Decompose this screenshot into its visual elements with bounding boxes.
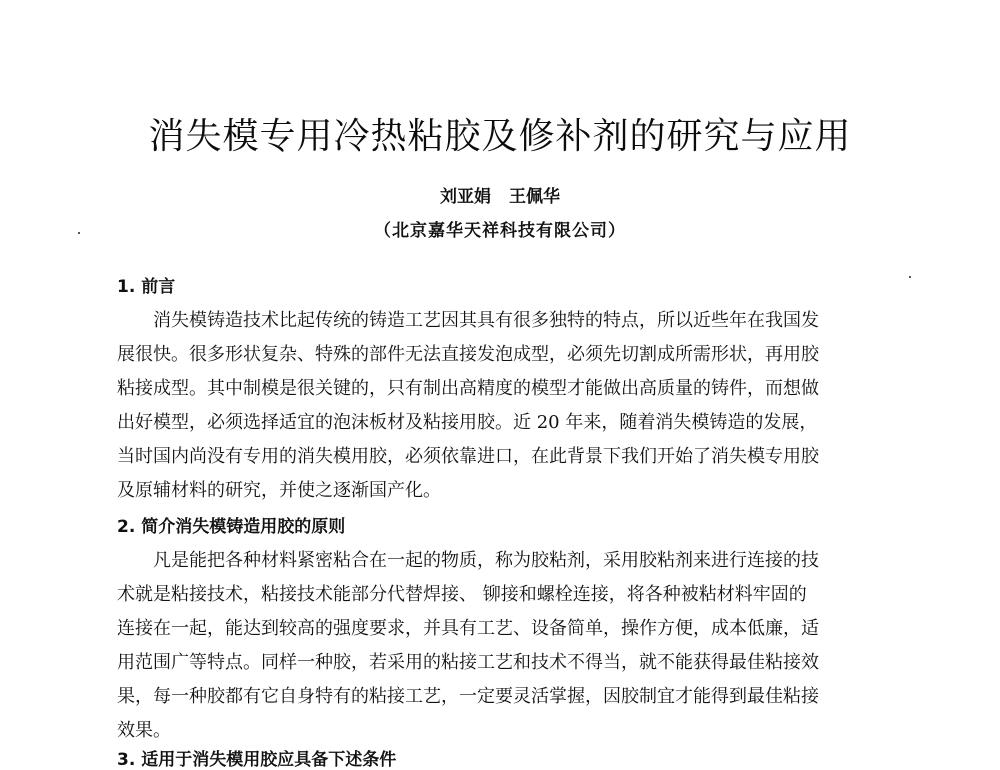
section-heading-3 bbox=[117, 745, 396, 770]
paragraph-line: 当时国内尚没有专用的消失模用胶，必须依靠进口，在此背景下我们开始了消失模专用胶 bbox=[117, 446, 819, 467]
paper-authors: 刘亚娟 王佩华 bbox=[440, 187, 560, 207]
paper-affiliation: （北京嘉华天祥科技有限公司） bbox=[374, 221, 626, 241]
paragraph-line: 展很快。很多形状复杂、特殊的部件无法直接发泡成型，必须先切割成所需形状，再用胶 bbox=[117, 344, 819, 365]
section-number: 3. bbox=[117, 750, 136, 770]
scan-speck bbox=[909, 276, 911, 278]
section-title: 前言 bbox=[141, 277, 176, 297]
scan-speck bbox=[78, 232, 80, 234]
paragraph-line: 术就是粘接技术，粘接技术能部分代替焊接、 铆接和螺栓连接，将各种被粘材料牢固的 bbox=[117, 584, 807, 605]
section-heading-1 bbox=[117, 272, 175, 297]
paragraph-line: 消失模铸造技术比起传统的铸造工艺因其具有很多独特的特点，所以近些年在我国发 bbox=[153, 310, 819, 331]
section-heading-2 bbox=[117, 512, 345, 537]
section-title: 适用于消失模用胶应具备下述条件 bbox=[141, 750, 397, 770]
section-number: 2. bbox=[117, 517, 136, 537]
paragraph-line: 果，每一种胶都有它自身特有的粘接工艺，一定要灵活掌握，因胶制宜才能得到最佳粘接 bbox=[117, 686, 819, 707]
paragraph-line: 出好模型，必须选择适宜的泡沫板材及粘接用胶。近 20 年来，随着消失模铸造的发展， bbox=[117, 412, 818, 433]
paragraph-line: 凡是能把各种材料紧密粘合在一起的物质，称为胶粘剂，采用胶粘剂来进行连接的技 bbox=[153, 550, 819, 571]
section-number: 1. bbox=[117, 277, 136, 297]
paragraph-line: 连接在一起，能达到较高的强度要求，并具有工艺、设备简单，操作方便，成本低廉，适 bbox=[117, 618, 819, 639]
paper-title: 消失模专用冷热粘胶及修补剂的研究与应用 bbox=[148, 116, 852, 157]
paragraph-line: 用范围广等特点。同样一种胶，若采用的粘接工艺和技术不得当，就不能获得最佳粘接效 bbox=[117, 652, 819, 673]
paragraph-line: 效果。 bbox=[117, 720, 171, 741]
paragraph-line: 粘接成型。其中制模是很关键的，只有制出高精度的模型才能做出高质量的铸件，而想做 bbox=[117, 378, 819, 399]
paragraph-line: 及原辅材料的研究，并使之逐渐国产化。 bbox=[117, 480, 441, 501]
section-title: 简介消失模铸造用胶的原则 bbox=[141, 517, 346, 537]
